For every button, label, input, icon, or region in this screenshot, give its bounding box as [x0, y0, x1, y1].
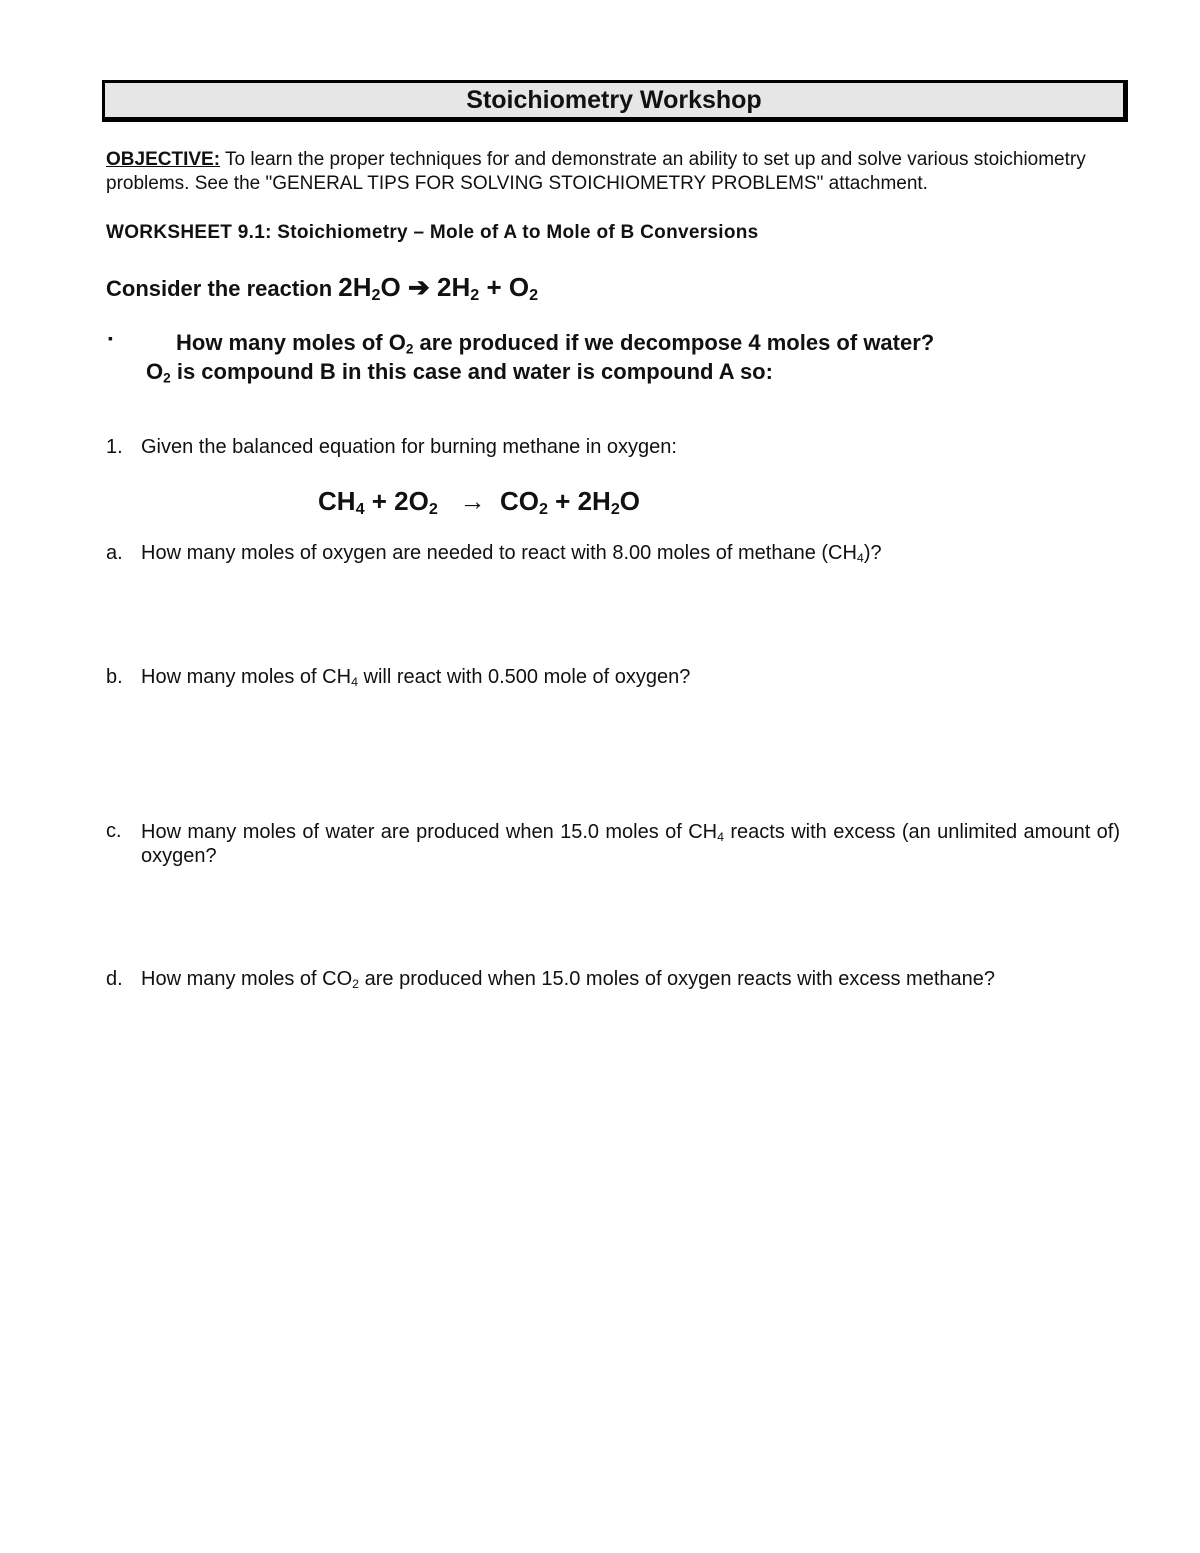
problem-1-number: 1. — [106, 436, 123, 458]
methane-equation: $CH_4 + 2O_2$ → $CO_2 + 2H_2O$ — [318, 486, 641, 519]
question-b-text: How many moles of $CH_4$ will react with 0.500 mole of oxygen? — [141, 666, 691, 690]
reaction-statement — [106, 272, 538, 303]
question-a-marker: a. — [106, 542, 123, 564]
arrow-icon: ➔ — [407, 272, 430, 302]
bullet-icon: ▪ — [108, 330, 113, 346]
objective-paragraph — [106, 148, 1126, 196]
question-b-marker: b. — [106, 666, 123, 688]
question-c-text: How many moles of water are produced when 15.0 moles of $CH_4$ reacts with excess (an unlimited amount of) oxygen? — [141, 821, 1120, 867]
question-a-text: How many moles of oxygen are needed to react with 8.00 moles of methane $(CH_4)$? — [141, 542, 882, 566]
question-c-marker: c. — [106, 820, 122, 842]
problem-1 — [0, 436, 1200, 464]
question-d-marker: d. — [106, 968, 123, 990]
question-d-text: How many moles of $CO_2$ are produced when 15.0 moles of oxygen reacts with excess methane? — [141, 968, 996, 992]
page-title: Stoichiometry Workshop — [102, 80, 1128, 122]
worksheet-heading: WORKSHEET 9.1: Stoichiometry – Mole of A to Mole of B Conversions — [106, 222, 759, 243]
question-a — [0, 542, 1200, 570]
objective-label: OBJECTIVE: — [106, 149, 221, 170]
question-b — [0, 666, 1200, 694]
bullet-question-line2: $O_2$ is compound B in this case and water is compound A so: — [146, 359, 773, 386]
objective-text: To learn the proper techniques for and demonstrate an ability to set up and solve various stoichiometry problems. See the "GENERAL TIPS FOR SOLVING STOICHIOMETRY PROBLEMS" attachment. — [106, 149, 1086, 194]
reaction-label: Consider the reaction — [106, 276, 333, 301]
bullet-question-line1: How many moles of $O_2$ are produced if we decompose 4 moles of water? — [176, 330, 935, 357]
problem-1-text: Given the balanced equation for burning methane in oxygen: — [141, 436, 677, 458]
reaction-equation: $2H_2O$ ➔ $2H_2 + O_2$ — [338, 272, 539, 305]
arrow-icon: → — [459, 486, 486, 516]
question-d — [0, 968, 1200, 996]
question-c — [0, 820, 1200, 876]
